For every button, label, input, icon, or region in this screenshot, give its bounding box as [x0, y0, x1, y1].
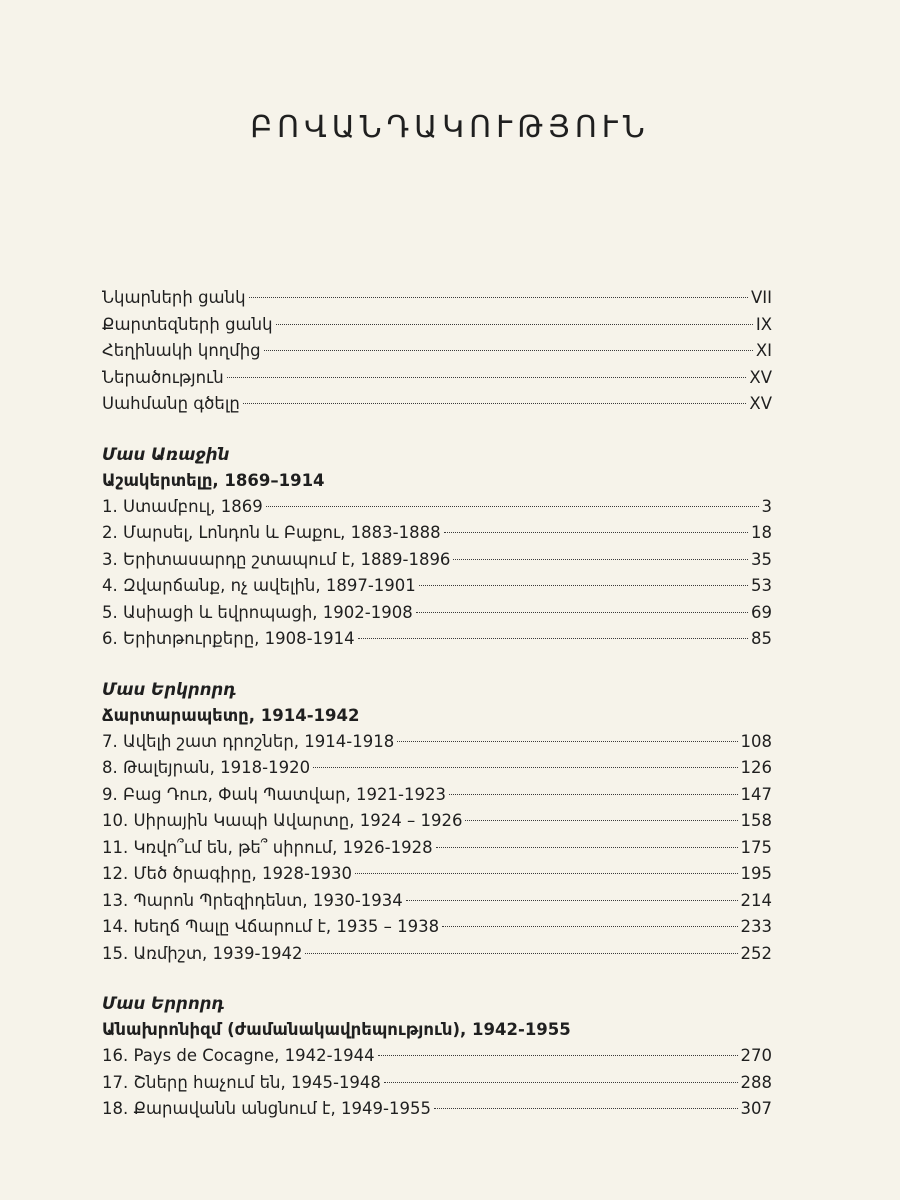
toc-entry[interactable]: [102, 729, 772, 756]
toc-entry-page: 18: [751, 523, 772, 542]
toc-entry-label: 18. Քարավանն անցնում է, 1949-1955: [102, 1099, 431, 1118]
toc-entry[interactable]: [102, 808, 772, 835]
toc-entry[interactable]: [102, 941, 772, 968]
front-matter: [102, 285, 772, 418]
dot-leader: [227, 377, 747, 378]
toc-entry-page: 175: [740, 837, 772, 857]
dot-leader: [249, 297, 748, 298]
toc-entry-page: XV: [749, 394, 772, 413]
part-two: [102, 677, 772, 968]
table-of-contents: [102, 285, 772, 1123]
dot-leader: [313, 767, 737, 768]
toc-entry-label: 15. Առմիշտ, 1939-1942: [102, 943, 303, 963]
dot-leader: [264, 350, 753, 351]
toc-entry-label: Քարտեզների ցանկ: [102, 314, 273, 334]
toc-entry-page: 126: [740, 758, 772, 777]
dot-leader: [406, 900, 738, 901]
toc-entry-page: 3: [761, 496, 772, 516]
dot-leader: [378, 1055, 738, 1056]
toc-entry-label: 14. Խեղճ Պալը Վճարում է, 1935 – 1938: [102, 917, 440, 936]
toc-entry-label: 16. Pays de Cocagne, 1942-1944: [102, 1046, 375, 1065]
dot-leader: [384, 1082, 738, 1083]
part-title: Ճարտարապետը, 1914-1942: [102, 705, 360, 725]
toc-entry-label: 5. Ասիացի և եվրոպացի, 1902-1908: [102, 602, 413, 622]
toc-entry-page: 35: [751, 549, 772, 569]
part-title: Աշակերտելը, 1869–1914: [102, 470, 325, 490]
toc-entry-label: Սահմանը գծելը: [102, 394, 240, 413]
toc-entry[interactable]: [102, 782, 772, 809]
toc-entry[interactable]: [102, 547, 772, 574]
toc-entry-label: 2. Մարսել, Լոնդոն և Բաքու, 1883-1888: [102, 523, 441, 542]
toc-entry-page: 108: [740, 731, 772, 751]
toc-entry-page: 307: [740, 1099, 772, 1118]
toc-entry[interactable]: [102, 365, 772, 392]
toc-entry-page: 85: [751, 629, 772, 648]
toc-entry-label: 6. Երիտթուրքերը, 1908-1914: [102, 629, 355, 648]
toc-entry-label: 1. Ստամբուլ, 1869: [102, 496, 263, 516]
toc-entry-page: 147: [740, 784, 772, 804]
toc-entry-label: 11. Կռվո՞ւմ են, թե՞ սիրում, 1926-1928: [102, 837, 433, 857]
toc-entry[interactable]: [102, 1043, 772, 1070]
toc-entry-label: Նկարների ցանկ: [102, 288, 246, 307]
toc-entry[interactable]: [102, 835, 772, 862]
toc-entry[interactable]: [102, 600, 772, 627]
toc-entry[interactable]: [102, 1070, 772, 1097]
dot-leader: [416, 612, 748, 613]
dot-leader: [243, 403, 747, 404]
part-name: Մաս Երրորդ: [102, 994, 225, 1013]
toc-entry[interactable]: [102, 338, 772, 365]
dot-leader: [276, 324, 753, 325]
toc-entry[interactable]: [102, 626, 772, 653]
toc-entry-label: Հեղինակի կողմից: [102, 341, 261, 360]
toc-entry[interactable]: [102, 1096, 772, 1123]
toc-entry-label: 9. Բաց Դուռ, Փակ Պատվար, 1921-1923: [102, 784, 446, 804]
dot-leader: [449, 794, 738, 795]
toc-entry-label: 17. Շները հաչում են, 1945-1948: [102, 1072, 381, 1092]
toc-entry-page: 69: [751, 602, 772, 622]
toc-entry-label: 7. Ավելի շատ դրոշներ, 1914-1918: [102, 731, 395, 751]
part-name: Մաս Առաջին: [102, 444, 230, 464]
toc-entry-page: 214: [740, 890, 772, 910]
part-name: Մաս Երկրորդ: [102, 679, 237, 699]
toc-entry-page: 233: [740, 917, 772, 936]
dot-leader: [444, 532, 748, 533]
toc-entry[interactable]: [102, 861, 772, 888]
dot-leader: [453, 559, 748, 560]
toc-entry[interactable]: [102, 755, 772, 782]
dot-leader: [266, 506, 759, 507]
toc-entry[interactable]: [102, 391, 772, 418]
toc-entry-page: 288: [740, 1072, 772, 1092]
toc-entry-page: 270: [740, 1046, 772, 1065]
dot-leader: [442, 926, 737, 927]
dot-leader: [434, 1108, 738, 1109]
dot-leader: [305, 953, 737, 954]
part-three: [102, 991, 772, 1123]
toc-entry-label: 12. Մեծ ծրագիրը, 1928-1930: [102, 864, 352, 883]
toc-entry-page: VII: [750, 288, 772, 307]
toc-entry-label: 10. Սիրային Կապի Ավարտը, 1924 – 1926: [102, 811, 463, 830]
toc-entry-page: 252: [740, 943, 772, 963]
toc-entry-label: 8. Թալեյրան, 1918-1920: [102, 758, 311, 777]
toc-entry-label: 4. Զվարճանք, ոչ ավելին, 1897-1901: [102, 576, 416, 595]
dot-leader: [355, 873, 738, 874]
toc-entry[interactable]: [102, 285, 772, 312]
toc-entry-page: 158: [740, 811, 772, 830]
dot-leader: [436, 847, 738, 848]
toc-entry[interactable]: [102, 888, 772, 915]
toc-entry[interactable]: [102, 914, 772, 941]
toc-entry[interactable]: [102, 494, 772, 521]
dot-leader: [465, 820, 737, 821]
toc-entry-page: XV: [749, 367, 772, 387]
toc-entry-page: IX: [755, 314, 772, 334]
toc-entry[interactable]: [102, 520, 772, 547]
toc-entry-label: 13. Պարոն Պրեզիդենտ, 1930-1934: [102, 890, 403, 910]
toc-entry[interactable]: [102, 312, 772, 339]
part-title: Անախրոնիզմ (ժամանակավրեպություն), 1942-1955: [102, 1020, 571, 1039]
toc-entry-page: XI: [755, 341, 772, 360]
toc-entry-label: Ներածություն: [102, 367, 224, 387]
toc-entry[interactable]: [102, 573, 772, 600]
toc-entry-page: 53: [751, 576, 772, 595]
dot-leader: [397, 741, 737, 742]
page-title: ԲՈՎԱՆԴԱԿՈՒԹՅՈՒՆ: [250, 110, 650, 145]
dot-leader: [358, 638, 748, 639]
toc-entry-page: 195: [740, 864, 772, 883]
dot-leader: [419, 585, 748, 586]
part-one: [102, 442, 772, 653]
toc-entry-label: 3. Երիտասարդը շտապում է, 1889-1896: [102, 549, 451, 569]
